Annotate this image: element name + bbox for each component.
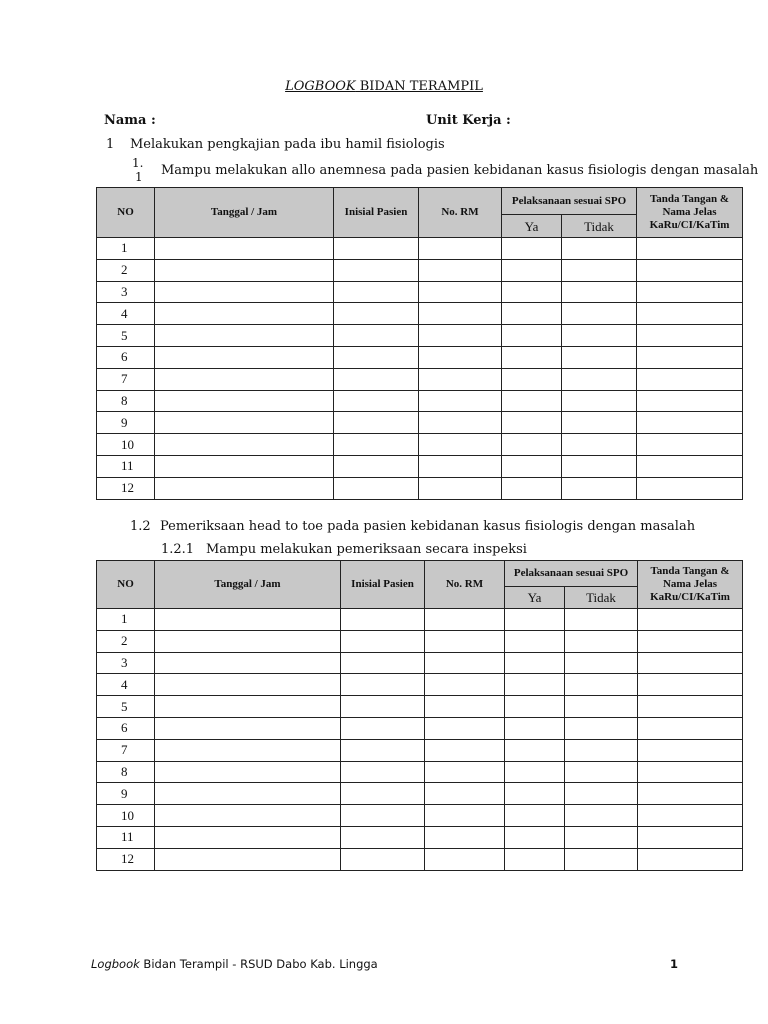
row-number: 10: [97, 805, 155, 827]
row-number: 3: [97, 281, 155, 303]
no-rm-cell[interactable]: [419, 434, 502, 456]
sub-1-1-number-line1: 1.: [132, 156, 144, 170]
no-rm-cell[interactable]: [419, 238, 502, 260]
tanggal-cell[interactable]: [155, 281, 334, 303]
table-row: [97, 609, 743, 631]
table-row: [97, 674, 743, 696]
inisial-cell[interactable]: [334, 368, 419, 390]
unit-kerja-label: Unit Kerja :: [426, 113, 511, 128]
tanggal-cell[interactable]: [155, 238, 334, 260]
tanggal-cell[interactable]: [155, 761, 341, 783]
tidak-cell[interactable]: [562, 412, 637, 434]
tanda-cell[interactable]: [638, 761, 743, 783]
row-number: 8: [97, 390, 155, 412]
title-italic: LOGBOOK: [285, 79, 356, 94]
table-row: [97, 805, 743, 827]
no-rm-cell[interactable]: [419, 412, 502, 434]
table-row: [97, 434, 743, 456]
table-row: [97, 739, 743, 761]
tanda-cell[interactable]: [637, 477, 743, 499]
tidak-cell[interactable]: [565, 674, 638, 696]
tanda-cell[interactable]: [638, 609, 743, 631]
table-row: [97, 455, 743, 477]
inisial-cell[interactable]: [334, 281, 419, 303]
no-rm-cell[interactable]: [419, 303, 502, 325]
tidak-cell[interactable]: [562, 303, 637, 325]
logbook-table-2: [96, 560, 743, 871]
tidak-cell[interactable]: [562, 455, 637, 477]
no-rm-cell[interactable]: [425, 696, 505, 718]
sub-1-1-number-line2: 1: [135, 170, 143, 184]
page-number: 1: [670, 957, 679, 971]
tidak-cell[interactable]: [562, 346, 637, 368]
ya-cell[interactable]: [505, 848, 565, 870]
row-number: 5: [97, 325, 155, 347]
tanggal-cell[interactable]: [155, 696, 341, 718]
table-row: [97, 238, 743, 260]
tanggal-cell[interactable]: [155, 390, 334, 412]
title-rest: BIDAN TERAMPIL: [355, 79, 483, 94]
no-rm-cell[interactable]: [425, 826, 505, 848]
header-tanda: Tanda Tangan & Nama Jelas KaRu/CI/KaTim: [638, 561, 743, 609]
row-number: 1: [97, 238, 155, 260]
ya-cell[interactable]: [505, 717, 565, 739]
no-rm-cell[interactable]: [419, 390, 502, 412]
inisial-cell[interactable]: [334, 325, 419, 347]
inisial-cell[interactable]: [334, 434, 419, 456]
no-rm-cell[interactable]: [425, 652, 505, 674]
table-row: [97, 848, 743, 870]
inisial-cell[interactable]: [334, 303, 419, 325]
inisial-cell[interactable]: [334, 390, 419, 412]
header-no-rm: No. RM: [419, 188, 502, 238]
row-number: 9: [97, 412, 155, 434]
tanggal-cell[interactable]: [155, 412, 334, 434]
tanggal-cell[interactable]: [155, 346, 334, 368]
tidak-cell[interactable]: [562, 325, 637, 347]
tidak-cell[interactable]: [565, 805, 638, 827]
tanda-cell[interactable]: [637, 455, 743, 477]
inisial-cell[interactable]: [341, 609, 425, 631]
tanda-cell[interactable]: [638, 696, 743, 718]
tidak-cell[interactable]: [562, 477, 637, 499]
tidak-cell[interactable]: [565, 652, 638, 674]
header-no: NO: [97, 188, 155, 238]
header-ya: Ya: [505, 587, 565, 609]
row-number: 4: [97, 303, 155, 325]
ya-cell[interactable]: [505, 805, 565, 827]
ya-cell[interactable]: [502, 368, 562, 390]
no-rm-cell[interactable]: [425, 805, 505, 827]
inisial-cell[interactable]: [341, 739, 425, 761]
footer-italic: Logbook: [91, 957, 140, 971]
tanggal-cell[interactable]: [155, 848, 341, 870]
section-1-2-number: 1.2: [130, 519, 151, 534]
tanggal-cell[interactable]: [155, 630, 341, 652]
row-number: 5: [97, 696, 155, 718]
footer-title: [91, 957, 378, 971]
inisial-cell[interactable]: [341, 630, 425, 652]
ya-cell[interactable]: [502, 303, 562, 325]
tanggal-cell[interactable]: [155, 259, 334, 281]
no-rm-cell[interactable]: [419, 477, 502, 499]
row-number: 3: [97, 652, 155, 674]
tanda-cell[interactable]: [638, 783, 743, 805]
tanda-cell[interactable]: [638, 652, 743, 674]
row-number: 6: [97, 346, 155, 368]
tanda-cell[interactable]: [638, 630, 743, 652]
tidak-cell[interactable]: [565, 609, 638, 631]
tanda-cell[interactable]: [637, 434, 743, 456]
inisial-cell[interactable]: [341, 696, 425, 718]
tidak-cell[interactable]: [565, 848, 638, 870]
tanda-cell[interactable]: [637, 281, 743, 303]
inisial-cell[interactable]: [334, 238, 419, 260]
table-row: [97, 630, 743, 652]
ya-cell[interactable]: [502, 346, 562, 368]
tanda-cell[interactable]: [637, 238, 743, 260]
inisial-cell[interactable]: [334, 259, 419, 281]
header-tanda: Tanda Tangan & Nama Jelas KaRu/CI/KaTim: [637, 188, 743, 238]
section-1-2-text: Pemeriksaan head to toe pada pasien kebidanan kasus fisiologis dengan masalah: [160, 519, 696, 534]
table-row: [97, 259, 743, 281]
inisial-cell[interactable]: [341, 826, 425, 848]
no-rm-cell[interactable]: [425, 739, 505, 761]
no-rm-cell[interactable]: [425, 717, 505, 739]
ya-cell[interactable]: [505, 630, 565, 652]
tanda-cell[interactable]: [637, 368, 743, 390]
header-inisial: Inisial Pasien: [334, 188, 419, 238]
inisial-cell[interactable]: [334, 346, 419, 368]
inisial-cell[interactable]: [341, 761, 425, 783]
ya-cell[interactable]: [502, 259, 562, 281]
row-number: 12: [97, 848, 155, 870]
table-row: [97, 717, 743, 739]
row-number: 2: [97, 630, 155, 652]
inisial-cell[interactable]: [341, 652, 425, 674]
ya-cell[interactable]: [505, 761, 565, 783]
tanggal-cell[interactable]: [155, 826, 341, 848]
tidak-cell[interactable]: [565, 696, 638, 718]
tidak-cell[interactable]: [562, 281, 637, 303]
header-pelaksanaan: Pelaksanaan sesuai SPO: [505, 561, 638, 587]
ya-cell[interactable]: [502, 238, 562, 260]
row-number: 6: [97, 717, 155, 739]
tidak-cell[interactable]: [565, 826, 638, 848]
no-rm-cell[interactable]: [419, 346, 502, 368]
tanggal-cell[interactable]: [155, 717, 341, 739]
sub-1-1-text: Mampu melakukan allo anemnesa pada pasien kebidanan kasus fisiologis dengan masalah: [161, 163, 759, 178]
no-rm-cell[interactable]: [419, 368, 502, 390]
tidak-cell[interactable]: [565, 717, 638, 739]
ya-cell[interactable]: [505, 652, 565, 674]
section-1-text: Melakukan pengkajian pada ibu hamil fisiologis: [130, 137, 445, 152]
tanda-cell[interactable]: [637, 412, 743, 434]
header-no-rm: No. RM: [425, 561, 505, 609]
tanggal-cell[interactable]: [155, 303, 334, 325]
row-number: 8: [97, 761, 155, 783]
header-inisial: Inisial Pasien: [341, 561, 425, 609]
tidak-cell[interactable]: [562, 259, 637, 281]
no-rm-cell[interactable]: [425, 848, 505, 870]
tanda-cell[interactable]: [638, 717, 743, 739]
table-row: [97, 652, 743, 674]
tanda-cell[interactable]: [637, 346, 743, 368]
row-number: 9: [97, 783, 155, 805]
no-rm-cell[interactable]: [419, 455, 502, 477]
no-rm-cell[interactable]: [419, 281, 502, 303]
row-number: 10: [97, 434, 155, 456]
table-row: [97, 696, 743, 718]
header-tanggal: Tanggal / Jam: [155, 561, 341, 609]
no-rm-cell[interactable]: [419, 259, 502, 281]
header-ya: Ya: [502, 215, 562, 238]
table-row: [97, 761, 743, 783]
header-pelaksanaan: Pelaksanaan sesuai SPO: [502, 188, 637, 215]
tidak-cell[interactable]: [565, 783, 638, 805]
inisial-cell[interactable]: [334, 412, 419, 434]
tanda-cell[interactable]: [638, 826, 743, 848]
ya-cell[interactable]: [505, 826, 565, 848]
tanggal-cell[interactable]: [155, 455, 334, 477]
inisial-cell[interactable]: [341, 717, 425, 739]
tanggal-cell[interactable]: [155, 477, 334, 499]
section-1-number: 1: [106, 137, 115, 152]
tanda-cell[interactable]: [637, 259, 743, 281]
row-number: 11: [97, 826, 155, 848]
tanda-cell[interactable]: [638, 739, 743, 761]
table-row: [97, 477, 743, 499]
tanda-cell[interactable]: [637, 390, 743, 412]
tanda-cell[interactable]: [638, 674, 743, 696]
table-row: [97, 390, 743, 412]
table-row: [97, 281, 743, 303]
row-number: 7: [97, 739, 155, 761]
inisial-cell[interactable]: [334, 455, 419, 477]
header-tidak: Tidak: [565, 587, 638, 609]
inisial-cell[interactable]: [341, 674, 425, 696]
table-row: [97, 783, 743, 805]
ya-cell[interactable]: [502, 434, 562, 456]
tanggal-cell[interactable]: [155, 674, 341, 696]
no-rm-cell[interactable]: [425, 761, 505, 783]
ya-cell[interactable]: [505, 674, 565, 696]
tanggal-cell[interactable]: [155, 368, 334, 390]
tidak-cell[interactable]: [565, 630, 638, 652]
logbook-table-1: [96, 187, 743, 500]
no-rm-cell[interactable]: [425, 609, 505, 631]
tidak-cell[interactable]: [562, 238, 637, 260]
table-row: [97, 303, 743, 325]
inisial-cell[interactable]: [334, 477, 419, 499]
tidak-cell[interactable]: [562, 368, 637, 390]
row-number: 12: [97, 477, 155, 499]
ya-cell[interactable]: [502, 477, 562, 499]
nama-label: Nama :: [104, 113, 156, 128]
tanggal-cell[interactable]: [155, 739, 341, 761]
table-row: [97, 346, 743, 368]
inisial-cell[interactable]: [341, 783, 425, 805]
tidak-cell[interactable]: [562, 434, 637, 456]
inisial-cell[interactable]: [341, 848, 425, 870]
tanggal-cell[interactable]: [155, 325, 334, 347]
row-number: 7: [97, 368, 155, 390]
table-row: [97, 826, 743, 848]
ya-cell[interactable]: [505, 696, 565, 718]
tanda-cell[interactable]: [638, 848, 743, 870]
table-row: [97, 325, 743, 347]
tanggal-cell[interactable]: [155, 609, 341, 631]
table-row: [97, 412, 743, 434]
tanda-cell[interactable]: [637, 325, 743, 347]
sub-1-2-1-text: Mampu melakukan pemeriksaan secara inspeksi: [206, 542, 527, 557]
table-row: [97, 368, 743, 390]
tidak-cell[interactable]: [562, 390, 637, 412]
ya-cell[interactable]: [505, 783, 565, 805]
no-rm-cell[interactable]: [425, 783, 505, 805]
tanggal-cell[interactable]: [155, 783, 341, 805]
tanggal-cell[interactable]: [155, 434, 334, 456]
no-rm-cell[interactable]: [425, 630, 505, 652]
tanda-cell[interactable]: [638, 805, 743, 827]
ya-cell[interactable]: [505, 739, 565, 761]
ya-cell[interactable]: [502, 455, 562, 477]
row-number: 1: [97, 609, 155, 631]
sub-1-2-1-number: 1.2.1: [161, 542, 195, 557]
row-number: 2: [97, 259, 155, 281]
footer-rest: Bidan Terampil - RSUD Dabo Kab. Lingga: [139, 957, 378, 971]
tidak-cell[interactable]: [565, 761, 638, 783]
header-tidak: Tidak: [562, 215, 637, 238]
ya-cell[interactable]: [505, 609, 565, 631]
ya-cell[interactable]: [502, 412, 562, 434]
tanggal-cell[interactable]: [155, 805, 341, 827]
tanda-cell[interactable]: [637, 303, 743, 325]
row-number: 4: [97, 674, 155, 696]
row-number: 11: [97, 455, 155, 477]
tanggal-cell[interactable]: [155, 652, 341, 674]
inisial-cell[interactable]: [341, 805, 425, 827]
ya-cell[interactable]: [502, 281, 562, 303]
no-rm-cell[interactable]: [425, 674, 505, 696]
document-title: [0, 79, 768, 94]
ya-cell[interactable]: [502, 390, 562, 412]
no-rm-cell[interactable]: [419, 325, 502, 347]
tidak-cell[interactable]: [565, 739, 638, 761]
ya-cell[interactable]: [502, 325, 562, 347]
header-tanggal: Tanggal / Jam: [155, 188, 334, 238]
header-no: NO: [97, 561, 155, 609]
